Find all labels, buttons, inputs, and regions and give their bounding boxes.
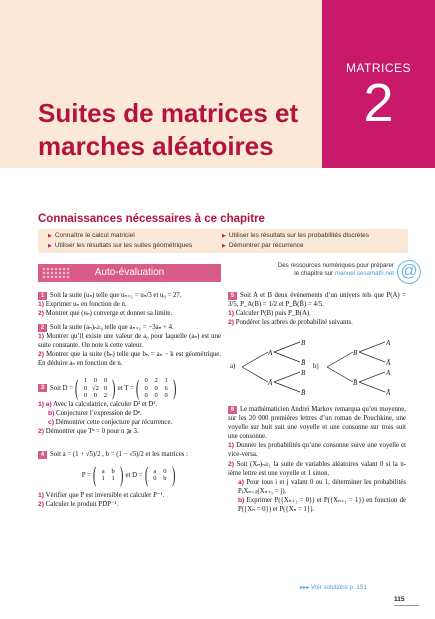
matrix-cell: 0 — [103, 384, 108, 392]
matrix-cell: 0 — [144, 392, 148, 399]
triangle-bullet-icon: ▶ — [48, 233, 52, 239]
svg-text:B̄: B̄ — [353, 379, 358, 387]
svg-text:A: A — [386, 369, 391, 377]
svg-text:A: A — [268, 349, 273, 357]
resources-link[interactable]: manuel.sesamath.net — [334, 270, 394, 277]
matrix-cell: 6 — [164, 384, 168, 392]
matrix-d4: ( a 0 0 b ) — [144, 462, 176, 488]
matrix-cell: a — [153, 467, 157, 475]
at-sign-icon: @ — [397, 260, 421, 284]
matrix-cell: 0 — [83, 384, 88, 392]
triangle-bullet-icon: ▶ — [222, 233, 226, 239]
exercise-number: 5 — [228, 292, 237, 300]
matrix-cell: 0 — [154, 392, 158, 399]
matrix-cell: b — [163, 475, 167, 483]
svg-text:B̄: B̄ — [301, 389, 306, 397]
exercise-3: 3 Soit D = ( 1 0 0 0 √2 0 0 0 2 ) et T = ( 0 2 1 0 0 6 0 0 0 ) 1) a) Avec la calculatrice, calculer D² et D³. b) Conjecturer l’expression de Dⁿ. c) Démontrer cette conjecture par récurrence. 2) Démontrer que Tⁿ = 0 pour n ⩾ 3. — [38, 377, 221, 436]
matrix-cell: 0 — [164, 392, 168, 399]
prereq-item: ▶ Utiliser les résultats sur les suites géométriques — [48, 242, 193, 249]
page-title — [38, 97, 318, 163]
solutions-link[interactable]: ▸▸▸ Voir solutions p. 151 — [300, 584, 367, 591]
title-line-1: Suites de matrices et — [38, 98, 299, 128]
svg-text:B: B — [301, 339, 306, 347]
chapter-label: MATRICES — [345, 61, 412, 75]
resources-note: Des ressources numériques pour préparer le chapitre sur manuel.sesamath.net — [277, 262, 394, 277]
matrix-cell: 2 — [154, 377, 158, 384]
page-number-rule — [394, 605, 419, 606]
matrix-cell: 0 — [144, 384, 148, 392]
probability-tree-a — [240, 336, 310, 398]
matrix-cell: 0 — [83, 392, 88, 399]
exercise-number: 6 — [228, 406, 237, 414]
exercise-5: 5 Soit A et B deux évènements d’un univers tels que P(A) = 3/5, P_A(B) = 1/2 et P_B̄(B̄) = 4/5. 1) Calculer P(B) puis P_B(A). 2) Pondérer les arbres de probabilité suivants. — [228, 292, 406, 327]
exercise-6: 6 Le mathématicien Andreï Markov remarqua qu’en moyenne, sur les 20 000 premières lettres d’un roman de Pouchkine, une voyelle sur huit suit une voyelle et une consonne sur trois suit une consonne. 1) Donner les probabilités qu’une consonne suive une voyelle et vice-versa. 2) Soit (Xₙ)ₙ≥₁ la suite de variables aléatoires valant 0 si la n-ième lettre est une voyelle et 1 sinon. a) Pour tous i et j valant 0 ou 1, déterminer les probabilités P₍Xₙ₌ᵢ₎(Xₙ₊₁ = j). b) Exprimer P({Xₙ₊₁ = 0}) et P({Xₙ₊₁ = 1}) en fonction de P({Xₙ = 0}) et P({Xₙ = 1}). — [228, 406, 407, 514]
page-number: 115 — [394, 596, 405, 603]
prereq-item: ▶ Connaître le calcul matriciel — [48, 232, 135, 239]
exercise-number: 2 — [38, 324, 47, 332]
chapter-number: 2 — [363, 73, 394, 133]
matrix-cell: b — [111, 467, 115, 475]
prerequisites-title: Connaissances nécessaires à ce chapitre — [38, 213, 265, 225]
exercise-number: 4 — [38, 451, 47, 459]
auto-evaluation-banner: Auto-évaluation — [38, 264, 221, 282]
matrix-cell: 0 — [93, 377, 98, 384]
svg-text:B: B — [301, 369, 306, 377]
svg-text:B: B — [353, 349, 358, 357]
matrix-cell: 0 — [163, 467, 167, 475]
tree-a-label: a) — [230, 363, 236, 370]
matrix-cell: 0 — [103, 377, 108, 384]
prereq-item: ▶ Démontrer par récurrence — [222, 242, 304, 249]
exercise-number: 1 — [38, 292, 47, 300]
tree-b-label: b) — [313, 363, 319, 370]
matrix-d: ( 1 0 0 0 √2 0 0 0 2 ) — [75, 375, 116, 401]
svg-text:Ā: Ā — [268, 379, 273, 387]
exercise-number: 3 — [38, 384, 47, 392]
matrix-cell: 0 — [154, 384, 158, 392]
matrix-cell: √2 — [92, 384, 99, 392]
dots-pattern — [42, 267, 70, 279]
probability-tree-b — [325, 336, 401, 398]
matrix-cell: 0 — [93, 392, 98, 399]
svg-text:Ā: Ā — [386, 359, 391, 367]
matrix-cell: 0 — [153, 475, 157, 483]
title-line-2: marches aléatoires — [38, 131, 274, 161]
svg-text:B̄: B̄ — [301, 359, 306, 367]
triangle-bullet-icon: ▶ — [222, 243, 226, 249]
matrix-cell: 1 — [83, 377, 88, 384]
matrix-p: ( a b 1 1 ) — [92, 462, 124, 488]
exercise-1: 1 Soit la suite (uₙ) telle que uₙ₊₁ = uₙ/3 et u₀ = 27. 1) Exprimer uₙ en fonction de n. 2) Montrer que (uₙ) converge et donner sa limite. — [38, 292, 182, 318]
matrix-cell: 1 — [164, 377, 168, 384]
exercise-2: 2 Soit la suite (aₙ)ₙ≥₀ telle que aₙ₊₁ = −3aₙ + 4. 1) Montrer qu’il existe une valeur de a₀ pour laquelle (aₙ) est une suite constante. On note k cette valeur. 2) Montrer que la suite (bₙ) telle que bₙ = aₙ − k est géométrique. En déduire aₙ en fonction de n. — [38, 324, 221, 368]
matrix-t: ( 0 2 1 0 0 6 0 0 0 ) — [135, 375, 177, 401]
exercise-4: 4 Soit a = (1 + √5)/2 , b = (1 − √5)/2 et les matrices : P = ( a b 1 1 ) et D = ( a 0 0 b ) 1) Vérifier que P est inversible et calculer P⁻¹. 2) Calculer le produit PDP⁻¹. — [38, 451, 188, 509]
triangle-bullet-icon: ▶ — [48, 243, 52, 249]
matrix-cell: 2 — [103, 392, 108, 399]
svg-text:A: A — [386, 339, 391, 347]
prereq-item: ▶ Utiliser les résultats sur les probabilités discrètes — [222, 232, 370, 239]
matrix-cell: a — [101, 467, 105, 475]
matrix-cell: 0 — [144, 377, 148, 384]
svg-text:Ā: Ā — [386, 389, 391, 397]
matrix-cell: 1 — [101, 475, 105, 483]
matrix-cell: 1 — [111, 475, 115, 483]
